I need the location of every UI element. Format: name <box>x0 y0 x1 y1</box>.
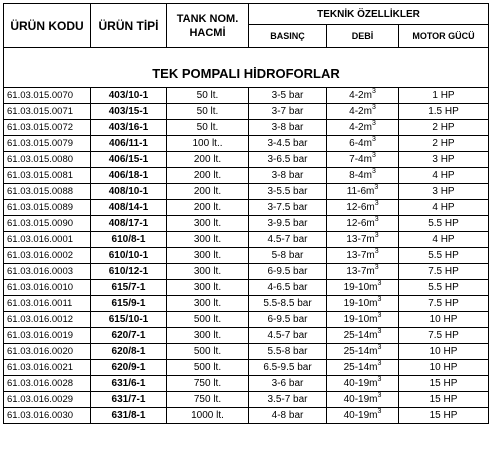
cell-flow <box>327 376 399 392</box>
table-row <box>4 184 489 200</box>
cell-product-code: 61.03.015.0070 <box>4 88 91 104</box>
flow-value: 7-4m <box>349 154 372 165</box>
table-row <box>4 120 489 136</box>
cell-flow <box>327 344 399 360</box>
cell-product-type: 615/7-1 <box>91 280 167 296</box>
cell-pressure: 4.5-7 bar <box>249 232 327 248</box>
cell-pressure: 3-5 bar <box>249 88 327 104</box>
cell-motor-power: 3 HP <box>399 152 489 168</box>
cell-flow <box>327 312 399 328</box>
table-row <box>4 152 489 168</box>
cell-motor-power: 7.5 HP <box>399 328 489 344</box>
cell-product-code: 61.03.015.0090 <box>4 216 91 232</box>
cell-tank-volume: 300 lt. <box>167 248 249 264</box>
flow-value: 11-6m <box>346 186 375 197</box>
flow-unit-exponent: 3 <box>371 104 376 111</box>
hydrophore-spec-table <box>3 3 489 424</box>
section-row <box>4 48 489 88</box>
cell-motor-power: 15 HP <box>399 376 489 392</box>
cell-product-type: 620/9-1 <box>91 360 167 376</box>
flow-unit-exponent: 3 <box>377 408 382 415</box>
cell-motor-power: 5.5 HP <box>399 280 489 296</box>
cell-product-code: 61.03.015.0072 <box>4 120 91 136</box>
cell-pressure: 3-8 bar <box>249 168 327 184</box>
cell-flow <box>327 152 399 168</box>
cell-product-code: 61.03.016.0029 <box>4 392 91 408</box>
cell-tank-volume: 500 lt. <box>167 312 249 328</box>
cell-motor-power: 15 HP <box>399 392 489 408</box>
cell-product-type: 406/11-1 <box>91 136 167 152</box>
cell-product-type: 403/10-1 <box>91 88 167 104</box>
cell-product-code: 61.03.016.0011 <box>4 296 91 312</box>
table-body <box>4 48 489 424</box>
flow-value: 40-19m <box>343 410 378 421</box>
cell-flow <box>327 136 399 152</box>
cell-pressure: 3-9.5 bar <box>249 216 327 232</box>
cell-product-code: 61.03.016.0021 <box>4 360 91 376</box>
cell-flow <box>327 88 399 104</box>
col-header-tank-volume <box>167 4 249 48</box>
cell-flow <box>327 120 399 136</box>
cell-pressure: 3-8 bar <box>249 120 327 136</box>
cell-tank-volume: 1000 lt. <box>167 408 249 424</box>
table-row <box>4 312 489 328</box>
cell-product-code: 61.03.016.0030 <box>4 408 91 424</box>
col-header-product-code: ÜRÜN KODU <box>4 4 91 48</box>
cell-product-code: 61.03.015.0080 <box>4 152 91 168</box>
cell-flow <box>327 360 399 376</box>
cell-product-type: 615/9-1 <box>91 296 167 312</box>
table-row <box>4 104 489 120</box>
col-header-tech-specs: TEKNİK ÖZELLİKLER <box>249 4 489 25</box>
cell-tank-volume: 200 lt. <box>167 152 249 168</box>
cell-motor-power: 10 HP <box>399 344 489 360</box>
cell-motor-power: 10 HP <box>399 312 489 328</box>
cell-product-code: 61.03.016.0028 <box>4 376 91 392</box>
cell-tank-volume: 500 lt. <box>167 360 249 376</box>
col-header-flow: DEBİ <box>327 25 399 48</box>
cell-flow <box>327 216 399 232</box>
cell-tank-volume: 200 lt. <box>167 184 249 200</box>
flow-value: 12-6m <box>346 202 375 213</box>
table-row <box>4 264 489 280</box>
table-row <box>4 360 489 376</box>
cell-flow <box>327 280 399 296</box>
cell-flow <box>327 408 399 424</box>
table-row <box>4 376 489 392</box>
cell-product-type: 408/14-1 <box>91 200 167 216</box>
table-row <box>4 248 489 264</box>
flow-unit-exponent: 3 <box>374 184 379 191</box>
cell-flow <box>327 264 399 280</box>
cell-product-type: 631/8-1 <box>91 408 167 424</box>
flow-value: 6-4m <box>349 138 372 149</box>
cell-flow <box>327 184 399 200</box>
flow-value: 8-4m <box>349 170 372 181</box>
col-header-product-type: ÜRÜN TİPİ <box>91 4 167 48</box>
cell-pressure: 3-6 bar <box>249 376 327 392</box>
cell-product-type: 631/7-1 <box>91 392 167 408</box>
flow-value: 25-14m <box>343 346 378 357</box>
flow-unit-exponent: 3 <box>371 168 376 175</box>
cell-motor-power: 7.5 HP <box>399 264 489 280</box>
cell-motor-power: 1.5 HP <box>399 104 489 120</box>
flow-value: 40-19m <box>343 394 378 405</box>
cell-product-code: 61.03.015.0079 <box>4 136 91 152</box>
cell-tank-volume: 750 lt. <box>167 376 249 392</box>
table-row <box>4 280 489 296</box>
flow-unit-exponent: 3 <box>374 216 379 223</box>
cell-motor-power: 2 HP <box>399 120 489 136</box>
col-header-motor-power: MOTOR GÜCÜ <box>399 25 489 48</box>
flow-unit-exponent: 3 <box>377 360 382 367</box>
cell-motor-power: 4 HP <box>399 168 489 184</box>
cell-tank-volume: 300 lt. <box>167 280 249 296</box>
cell-product-code: 61.03.016.0002 <box>4 248 91 264</box>
flow-value: 19-10m <box>343 298 378 309</box>
cell-pressure: 6-9.5 bar <box>249 312 327 328</box>
flow-value: 4-2m <box>349 106 372 117</box>
flow-unit-exponent: 3 <box>374 248 379 255</box>
cell-product-type: 610/12-1 <box>91 264 167 280</box>
header-row-top <box>4 4 489 25</box>
cell-tank-volume: 50 lt. <box>167 88 249 104</box>
flow-value: 13-7m <box>346 266 375 277</box>
flow-value: 13-7m <box>346 250 375 261</box>
cell-pressure: 5.5-8 bar <box>249 344 327 360</box>
flow-unit-exponent: 3 <box>374 264 379 271</box>
cell-motor-power: 15 HP <box>399 408 489 424</box>
cell-product-code: 61.03.015.0088 <box>4 184 91 200</box>
cell-product-type: 406/15-1 <box>91 152 167 168</box>
flow-unit-exponent: 3 <box>377 392 382 399</box>
cell-motor-power: 4 HP <box>399 232 489 248</box>
cell-tank-volume: 500 lt. <box>167 344 249 360</box>
table-row <box>4 328 489 344</box>
table-row <box>4 408 489 424</box>
cell-product-code: 61.03.016.0001 <box>4 232 91 248</box>
cell-tank-volume: 300 lt. <box>167 264 249 280</box>
cell-pressure: 5-8 bar <box>249 248 327 264</box>
table-row <box>4 216 489 232</box>
tank-header-line1: TANK NOM. <box>176 12 239 25</box>
flow-unit-exponent: 3 <box>371 88 376 95</box>
flow-value: 25-14m <box>343 330 378 341</box>
cell-product-type: 403/16-1 <box>91 120 167 136</box>
cell-product-code: 61.03.015.0071 <box>4 104 91 120</box>
cell-product-type: 403/15-1 <box>91 104 167 120</box>
cell-tank-volume: 100 lt.. <box>167 136 249 152</box>
col-header-pressure: BASINÇ <box>249 25 327 48</box>
table-row <box>4 344 489 360</box>
cell-product-code: 61.03.016.0003 <box>4 264 91 280</box>
cell-tank-volume: 300 lt. <box>167 296 249 312</box>
cell-motor-power: 4 HP <box>399 200 489 216</box>
cell-pressure: 3-6.5 bar <box>249 152 327 168</box>
cell-pressure: 6-9.5 bar <box>249 264 327 280</box>
cell-flow <box>327 104 399 120</box>
cell-flow <box>327 392 399 408</box>
table-row <box>4 136 489 152</box>
flow-value: 19-10m <box>343 314 378 325</box>
spec-sheet <box>3 3 488 453</box>
cell-motor-power: 3 HP <box>399 184 489 200</box>
cell-pressure: 3-5.5 bar <box>249 184 327 200</box>
cell-product-type: 615/10-1 <box>91 312 167 328</box>
cell-tank-volume: 300 lt. <box>167 328 249 344</box>
cell-tank-volume: 750 lt. <box>167 392 249 408</box>
cell-product-code: 61.03.016.0010 <box>4 280 91 296</box>
flow-unit-exponent: 3 <box>377 312 382 319</box>
cell-product-code: 61.03.015.0089 <box>4 200 91 216</box>
cell-pressure: 3.5-7 bar <box>249 392 327 408</box>
cell-product-type: 620/7-1 <box>91 328 167 344</box>
cell-motor-power: 10 HP <box>399 360 489 376</box>
table-row <box>4 232 489 248</box>
cell-motor-power: 5.5 HP <box>399 248 489 264</box>
cell-pressure: 3-7.5 bar <box>249 200 327 216</box>
flow-unit-exponent: 3 <box>374 232 379 239</box>
table-row <box>4 88 489 104</box>
cell-product-type: 406/18-1 <box>91 168 167 184</box>
cell-flow <box>327 200 399 216</box>
cell-product-type: 631/6-1 <box>91 376 167 392</box>
cell-pressure: 6.5-9.5 bar <box>249 360 327 376</box>
cell-pressure: 3-4.5 bar <box>249 136 327 152</box>
flow-unit-exponent: 3 <box>377 296 382 303</box>
flow-unit-exponent: 3 <box>371 136 376 143</box>
cell-pressure: 5.5-8.5 bar <box>249 296 327 312</box>
cell-motor-power: 1 HP <box>399 88 489 104</box>
cell-tank-volume: 300 lt. <box>167 216 249 232</box>
flow-unit-exponent: 3 <box>377 344 382 351</box>
tank-header-line2: HACMİ <box>189 26 226 39</box>
flow-value: 12-6m <box>346 218 375 229</box>
cell-product-code: 61.03.015.0081 <box>4 168 91 184</box>
cell-flow <box>327 232 399 248</box>
flow-unit-exponent: 3 <box>371 152 376 159</box>
flow-unit-exponent: 3 <box>377 376 382 383</box>
cell-product-type: 610/8-1 <box>91 232 167 248</box>
table-row <box>4 168 489 184</box>
flow-value: 13-7m <box>346 234 375 245</box>
cell-pressure: 4-8 bar <box>249 408 327 424</box>
cell-motor-power: 7.5 HP <box>399 296 489 312</box>
cell-pressure: 4.5-7 bar <box>249 328 327 344</box>
table-row <box>4 296 489 312</box>
table-row <box>4 200 489 216</box>
cell-product-type: 408/17-1 <box>91 216 167 232</box>
flow-value: 19-10m <box>343 282 378 293</box>
section-title: TEK POMPALI HİDROFORLAR <box>4 48 489 88</box>
flow-value: 40-19m <box>343 378 378 389</box>
cell-tank-volume: 50 lt. <box>167 120 249 136</box>
flow-value: 4-2m <box>349 90 372 101</box>
cell-flow <box>327 296 399 312</box>
cell-pressure: 3-7 bar <box>249 104 327 120</box>
cell-motor-power: 5.5 HP <box>399 216 489 232</box>
cell-flow <box>327 168 399 184</box>
cell-tank-volume: 200 lt. <box>167 200 249 216</box>
cell-product-code: 61.03.016.0012 <box>4 312 91 328</box>
cell-product-type: 408/10-1 <box>91 184 167 200</box>
cell-pressure: 4-6.5 bar <box>249 280 327 296</box>
cell-motor-power: 2 HP <box>399 136 489 152</box>
cell-product-code: 61.03.016.0020 <box>4 344 91 360</box>
cell-product-code: 61.03.016.0019 <box>4 328 91 344</box>
flow-value: 25-14m <box>343 362 378 373</box>
flow-unit-exponent: 3 <box>377 280 382 287</box>
cell-product-type: 620/8-1 <box>91 344 167 360</box>
cell-flow <box>327 328 399 344</box>
flow-unit-exponent: 3 <box>377 328 382 335</box>
flow-value: 4-2m <box>349 122 372 133</box>
flow-unit-exponent: 3 <box>371 120 376 127</box>
cell-flow <box>327 248 399 264</box>
cell-product-type: 610/10-1 <box>91 248 167 264</box>
flow-unit-exponent: 3 <box>374 200 379 207</box>
cell-tank-volume: 300 lt. <box>167 232 249 248</box>
cell-tank-volume: 50 lt. <box>167 104 249 120</box>
cell-tank-volume: 200 lt. <box>167 168 249 184</box>
table-row <box>4 392 489 408</box>
